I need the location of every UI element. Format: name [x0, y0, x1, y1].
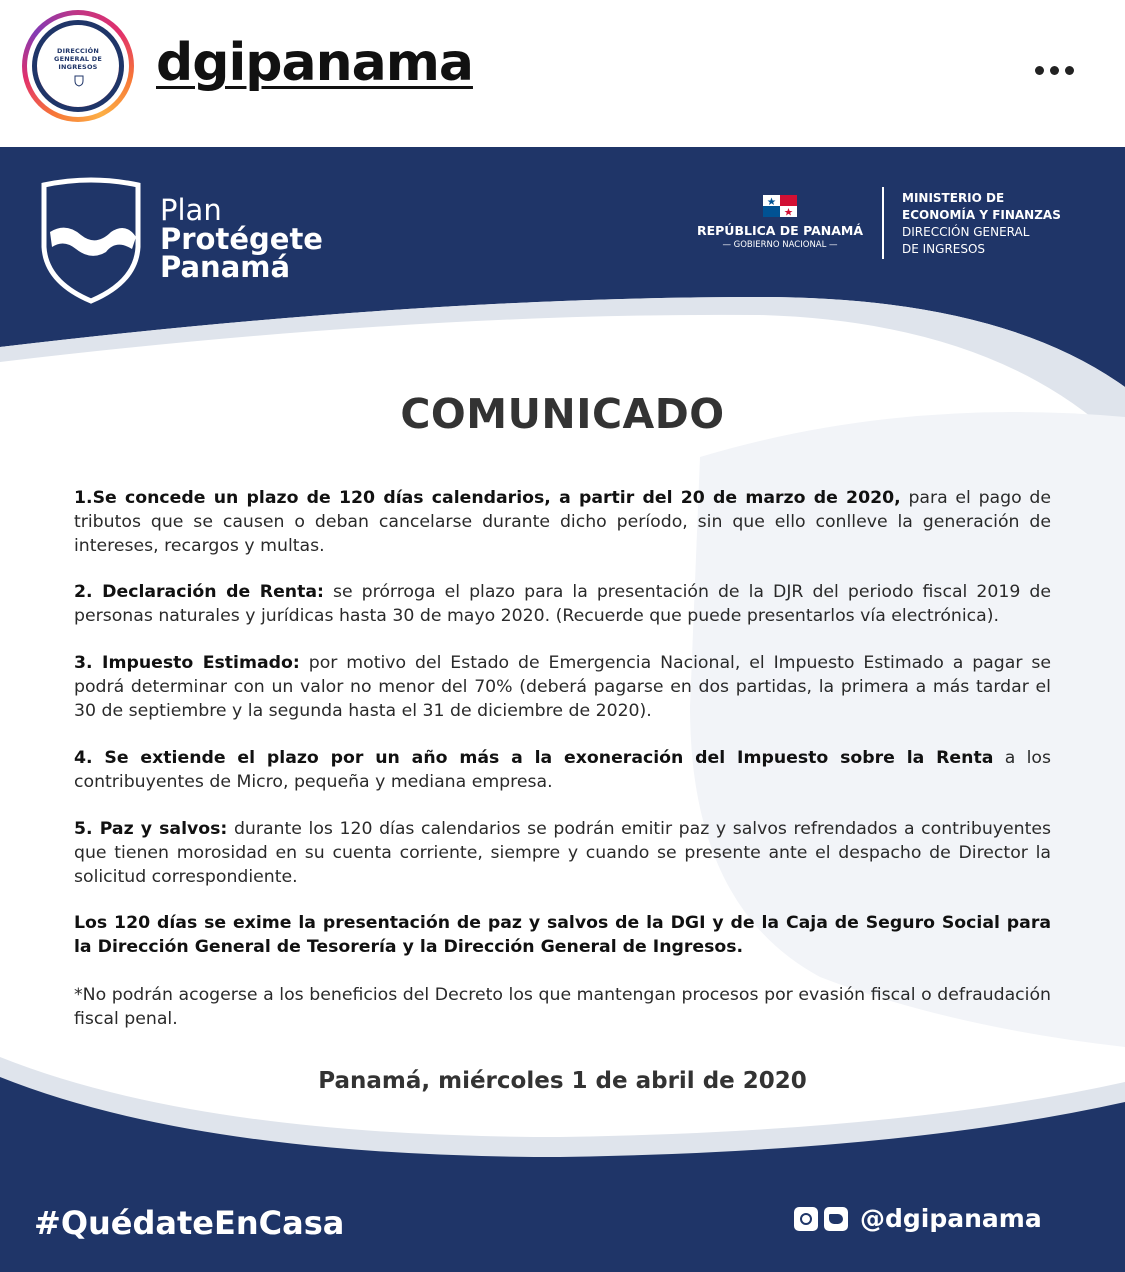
- avatar-logo-text: DIRECCIÓN GENERAL DE INGRESOS: [54, 47, 102, 71]
- post-image: [0, 147, 1125, 1272]
- twitter-icon: [824, 1207, 848, 1231]
- hashtag: #QuédateEnCasa: [34, 1204, 345, 1242]
- republic-subtitle: — GOBIERNO NACIONAL —: [722, 240, 838, 250]
- plan-protegete-logo: Plan Protégete Panamá: [160, 193, 323, 284]
- avatar[interactable]: [22, 10, 134, 122]
- notice-item-5: 5. Paz y salvos: durante los 120 días calendarios se podrán emitir paz y salvos refrendados a contribuyentes que tienen morosidad en su cuenta corriente, siempre y cuando se presente ante el despacho de Director la solicitud correspondiente.: [74, 819, 1051, 887]
- notice-bold-note: Los 120 días se exime la presentación de paz y salvos de la DGI y de la Caja de Seguro Social para la Dirección General de Tesorería y la Dirección General de Ingresos.: [74, 913, 1051, 957]
- date-line: Panamá, miércoles 1 de abril de 2020: [318, 1068, 807, 1094]
- notice-footnote: *No podrán acogerse a los beneficios del Decreto los que mantengan procesos por evasión fiscal o defraudación fiscal penal.: [74, 985, 1051, 1029]
- notice-item-1: 1.Se concede un plazo de 120 días calendarios, a partir del 20 de marzo de 2020, para el pago de tributos que se causen o deban cancelarse durante dicho período, sin que ello conlleve la generación de intereses, recargos y multas.: [74, 488, 1051, 556]
- ellipsis-icon[interactable]: [1035, 60, 1085, 72]
- ministry-label: MINISTERIO DE ECONOMÍA Y FINANZAS DIRECCIÓN GENERAL DE INGRESOS: [902, 191, 1061, 256]
- social-handle: @dgipanama: [860, 1204, 1042, 1233]
- instagram-icon: [794, 1207, 818, 1231]
- post-header: [0, 0, 1125, 147]
- republic-title: REPÚBLICA DE PANAMÁ: [696, 223, 864, 238]
- document-title: COMUNICADO: [400, 390, 725, 438]
- notice-item-4: 4. Se extiende el plazo por un año más a la exoneración del Impuesto sobre la Renta a los contribuyentes de Micro, pequeña y mediana empresa.: [74, 748, 1051, 792]
- notice-item-3: 3. Impuesto Estimado: por motivo del Estado de Emergencia Nacional, el Impuesto Estimado a pagar se podrá determinar con un valor no menor del 70% (deberá pagarse en dos partidas, la primera a más tardar el 30 de septiembre y la segunda hasta el 31 de diciembre de 2020).: [74, 653, 1051, 721]
- panama-flag-icon: [763, 195, 797, 217]
- plan-shield-icon: [36, 177, 146, 307]
- social-handle-row: [794, 1204, 1042, 1233]
- dgi-logo: [32, 20, 124, 112]
- notice-item-2: 2. Declaración de Renta: se prórroga el plazo para la presentación de la DJR del periodo fiscal 2019 de personas naturales y jurídicas hasta 30 de mayo 2020. (Recuerde que puede presentarlos vía electrónica).: [74, 582, 1051, 626]
- header-divider: [882, 187, 884, 259]
- username-link[interactable]: dgipanama: [156, 33, 473, 93]
- shield-icon: [74, 75, 84, 87]
